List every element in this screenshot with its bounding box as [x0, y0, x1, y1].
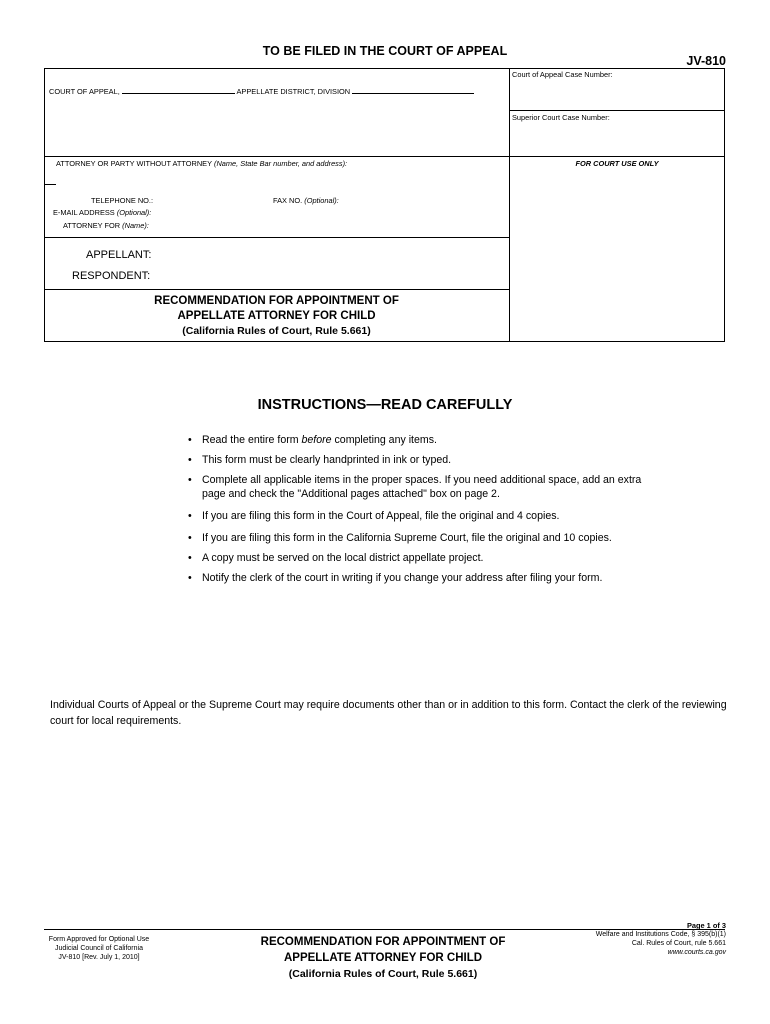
attorney-label [56, 159, 347, 168]
instruction-item [186, 473, 666, 501]
attorney-for-field[interactable] [158, 219, 494, 232]
appellant-label: APPELLANT: [86, 249, 152, 261]
fax-label-italic: (Optional): [304, 196, 339, 205]
instruction-text: If you are filing this form in the California Supreme Court, file the original and 10 copies. [202, 532, 612, 544]
instruction-text: If you are filing this form in the Court of Appeal, file the original and 4 copies. [202, 510, 560, 522]
instruction-item [186, 571, 666, 585]
superior-case-number-field[interactable] [512, 124, 722, 154]
instruction-item [186, 453, 666, 467]
form-number: JV-810 [686, 54, 726, 68]
court-of-appeal-field[interactable] [122, 86, 235, 94]
footer-form-title [240, 934, 526, 982]
local-requirements-note: Individual Courts of Appeal or the Supreme Court may require documents other than or in addition to this form. Contact the clerk of the reviewing court for local requirements. [50, 699, 727, 727]
coa-case-number-field[interactable] [512, 80, 722, 108]
instruction-emphasis: before [301, 434, 332, 446]
caption-form-title [44, 294, 509, 339]
instruction-item [186, 509, 666, 523]
fax-label [273, 196, 339, 205]
court-use-divider [509, 156, 510, 342]
footer-left-line1: Form Approved for Optional Use [48, 936, 150, 943]
instruction-text: A copy must be served on the local district appellate project. [202, 552, 484, 564]
footer-right [596, 930, 726, 957]
caption-divider-title [44, 289, 509, 290]
court-of-appeal-row [49, 86, 474, 96]
respondent-label: RESPONDENT: [72, 270, 151, 282]
court-use-only-label: FOR COURT USE ONLY [575, 159, 659, 168]
instructions-list [186, 433, 666, 585]
footer-left-line2: Judicial Council of California [55, 945, 143, 952]
instruction-item [186, 531, 666, 545]
coa-case-number-label: Court of Appeal Case Number: [512, 70, 613, 79]
instruction-text-end: completing any items. [331, 434, 437, 446]
email-field[interactable] [158, 206, 494, 218]
instruction-text: Notify the clerk of the court in writing if you change your address after filing your form. [202, 572, 603, 584]
footer-left-line3: JV-810 [Rev. July 1, 2010] [58, 954, 140, 961]
instruction-text: Complete all applicable items in the proper spaces. If you need additional space, add an extra page and check the "Additional pages attached" box on page 2. [202, 474, 642, 500]
instruction-text: This form must be clearly handprinted in ink or typed. [202, 454, 452, 466]
email-label [53, 208, 151, 217]
caption-divider-parties [44, 237, 509, 238]
fax-label-text: FAX NO. [273, 196, 303, 205]
telephone-label: TELEPHONE NO.: [91, 196, 154, 205]
caption-title-line2: APPELLATE ATTORNEY FOR CHILD [177, 310, 376, 322]
footer-website-link[interactable]: www.courts.ca.gov [667, 949, 726, 956]
email-label-italic: (Optional): [116, 208, 152, 217]
superior-case-number-label: Superior Court Case Number: [512, 113, 610, 122]
court-of-appeal-label: COURT OF APPEAL, [49, 87, 120, 96]
instruction-item [186, 433, 666, 447]
respondent-field[interactable] [160, 268, 500, 284]
attorney-tick-mark [44, 184, 56, 185]
attorney-field[interactable] [56, 170, 496, 192]
attorney-for-label [63, 221, 149, 230]
footer-title-line2: APPELLATE ATTORNEY FOR CHILD [283, 952, 483, 964]
page-number: Page 1 of 3 [686, 921, 726, 930]
filing-title: TO BE FILED IN THE COURT OF APPEAL [262, 44, 508, 58]
fax-field[interactable] [344, 194, 494, 206]
caption-divider-case-numbers [509, 110, 725, 111]
instruction-text: Read the entire form [202, 434, 302, 446]
appellate-district-label: APPELLATE DISTRICT, DIVISION [236, 87, 351, 96]
caption-title-line3: (California Rules of Court, Rule 5.661) [182, 325, 371, 337]
caption-title-line1: RECOMMENDATION FOR APPOINTMENT OF [154, 295, 399, 307]
attorney-for-label-italic: (Name): [122, 221, 149, 230]
division-field[interactable] [352, 86, 474, 94]
footer-right-line1: Welfare and Institutions Code, § 395(b)(1) [595, 931, 726, 938]
caption-divider-attorney [44, 156, 725, 157]
footer-right-line2: Cal. Rules of Court, rule 5.661 [631, 940, 726, 947]
footer-title-line1: RECOMMENDATION FOR APPOINTMENT OF [260, 936, 506, 948]
email-label-text: E-MAIL ADDRESS [53, 208, 115, 217]
telephone-field[interactable] [158, 194, 263, 206]
attorney-label-italic: (Name, State Bar number, and address): [213, 159, 348, 168]
footer-title-line3: (California Rules of Court, Rule 5.661) [288, 968, 478, 980]
appellant-field[interactable] [160, 247, 500, 263]
attorney-label-text: ATTORNEY OR PARTY WITHOUT ATTORNEY [56, 159, 212, 168]
instructions-title: INSTRUCTIONS—READ CAREFULLY [257, 397, 513, 413]
instruction-item [186, 551, 666, 565]
footer-left [44, 935, 154, 962]
caption-divider-vertical [509, 68, 510, 156]
attorney-for-label-text: ATTORNEY FOR [63, 221, 121, 230]
